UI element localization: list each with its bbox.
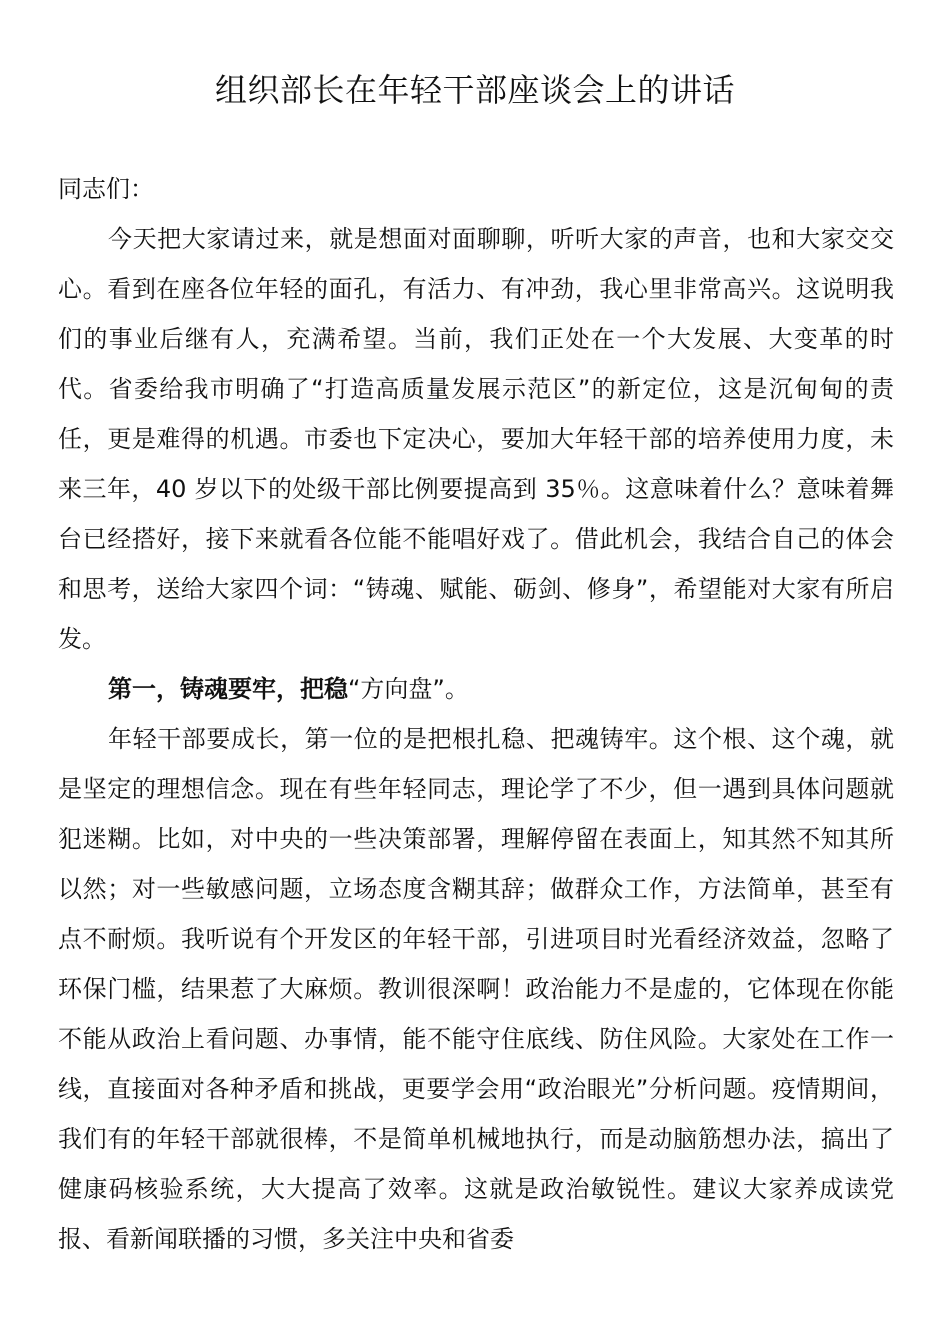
document-title: 组织部长在年轻干部座谈会上的讲话: [214, 71, 735, 109]
intro-paragraph: 今天把大家请过来，就是想面对面聊聊，听听大家的声音，也和大家交交心。看到在座各位年轻的面孔，有活力、有冲劲，我心里非常高兴。这说明我们的事业后继有人，充满希望。当前，我们正处在一个大发展、大变革的时代。省委给我市明确了“打造高质量发展示范区”的新定位，这是沉甸甸的责任，更是难得的机遇。市委也下定决心，要加大年轻干部的培养使用力度，未来三年，40 岁以下的处级干部比例要提高到 35％。这意味着什么？意味着舞台已经搭好，接下来就看各位能不能唱好戏了。借此机会，我结合自己的体会和思考，送给大家四个词：“铸魂、赋能、砺剑、修身”，希望能对大家有所启发。: [58, 225, 894, 653]
section-paragraph: 年轻干部要成长，第一位的是把根扎稳、把魂铸牢。这个根、这个魂，就是坚定的理想信念。现在有些年轻同志，理论学了不少，但一遇到具体问题就犯迷糊。比如，对中央的一些决策部署，理解停留在表面上，知其然不知其所以然；对一些敏感问题，立场态度含糊其辞；做群众工作，方法简单，甚至有点不耐烦。我听说有个开发区的年轻干部，引进项目时光看经济效益，忽略了环保门槛，结果惹了大麻烦。教训很深啊！政治能力不是虚的，它体现在你能不能从政治上看问题、办事情，能不能守住底线、防住风险。大家处在工作一线，直接面对各种矛盾和挑战，更要学会用“政治眼光”分析问题。疫情期间，我们有的年轻干部就很棒，不是简单机械地执行，而是动脑筋想办法，搞出了健康码核验系统，大大提高了效率。这就是政治敏锐性。建议大家养成读党报、看新闻联播的习惯，多关注中央和省委: [58, 725, 894, 1253]
document-body: [58, 164, 894, 1264]
section-heading-rest: “方向盘”。: [348, 675, 469, 703]
section-heading: [58, 664, 894, 714]
salutation: 同志们：: [58, 175, 154, 203]
section-heading-bold: 第一，铸魂要牢，把稳: [108, 675, 348, 703]
